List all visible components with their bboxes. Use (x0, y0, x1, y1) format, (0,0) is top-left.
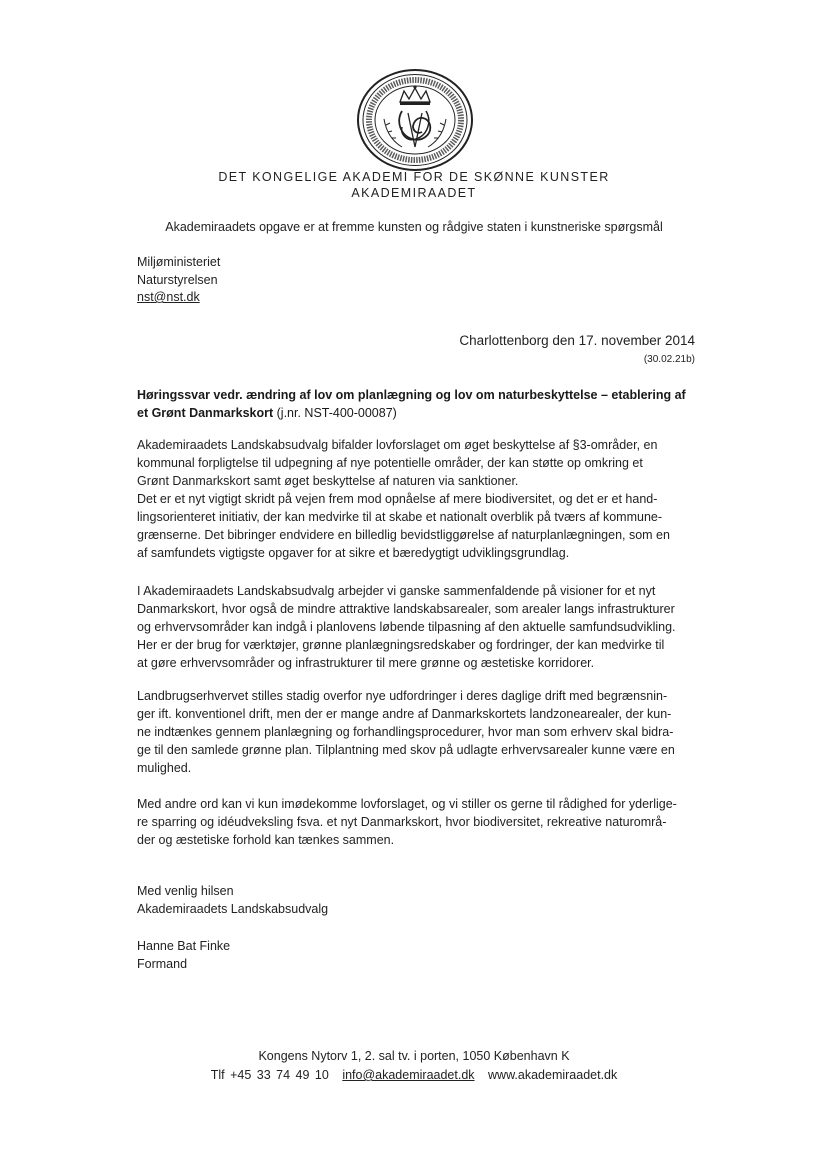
reference-number: (30.02.21b) (643, 354, 695, 365)
institution-subname: AKADEMIRAADET (351, 186, 477, 200)
closing-greeting: Med venlig hilsen (137, 884, 234, 898)
footer-address: Kongens Nytorv 1, 2. sal tv. i porten, 1050 København K (258, 1049, 570, 1063)
recipient-email-link[interactable]: nst@nst.dk (137, 290, 200, 304)
paragraph-line: at gøre erhvervsområder og infrastrukturer til mere grønne og æstetiske korridorer. (137, 656, 595, 670)
body-paragraph (137, 582, 703, 672)
paragraph-line: Grønt Danmarkskort samt øget beskyttelse af naturen via sanktioner. (137, 474, 519, 488)
footer-contact (0, 1068, 828, 1082)
paragraph-line: ger ift. konventionel drift, men der er mange andre af Danmarkskortets landzonearealer, der kun- (137, 707, 672, 721)
footer-phone: Tlf +45 33 74 49 10 (210, 1068, 329, 1082)
paragraph-line: Akademiraadets Landskabsudvalg bifalder lovforslaget om øget beskyttelse af §3-områder, en (137, 438, 658, 452)
paragraph-line: der og æstetiske forhold kan tænkes sammen. (137, 833, 395, 847)
paragraph-line: Landbrugserhvervet stilles stadig overfor nye udfordringer i deres daglige drift med begrænsnin- (137, 689, 668, 703)
footer-email-link[interactable]: info@akademiraadet.dk (342, 1068, 475, 1082)
paragraph-line: og erhvervsområder kan indgå i planlovens løbende tilpasning af den aktuelle samfundsudvikling. (137, 620, 676, 634)
paragraph-line: Med andre ord kan vi kun imødekomme lovforslaget, og vi stiller os gerne til rådighed for yderlige- (137, 797, 677, 811)
paragraph-line: ne indtænkes gennem planlægning og forhandlingsprocedurer, hvor man som erhverv skal bidra- (137, 725, 674, 739)
subject-case-number: (j.nr. NST-400-00087) (273, 405, 397, 420)
recipient-ministry: Miljøministeriet (137, 255, 221, 269)
letter-date: Charlottenborg den 17. november 2014 (459, 333, 695, 348)
signer-title: Formand (137, 957, 188, 971)
closing-committee: Akademiraadets Landskabsudvalg (137, 902, 329, 916)
signature-block (137, 937, 230, 973)
paragraph-line: mulighed. (137, 761, 192, 775)
recipient-agency: Naturstyrelsen (137, 272, 218, 287)
paragraph-line: kommunal forpligtelse til udpegning af nye potentielle områder, der kan støtte op omkring et (137, 456, 643, 470)
paragraph-line: Her er der brug for værktøjer, grønne planlægningsredskaber og fordringer, der kan medvirke til (137, 638, 665, 652)
body-paragraph (137, 436, 703, 562)
body-paragraph (137, 795, 703, 849)
paragraph-line: Danmarkskort, hvor også de mindre attraktive landskabsarealer, som arealer langs infrastrukturer (137, 602, 675, 616)
paragraph-line: lingsorienteret initiativ, der kan medvirke til at skabe et nationalt overblik på tværs af kommune- (137, 510, 663, 524)
paragraph-line: grænserne. Det bibringer endvidere en billedlig bevidstliggørelse af naturplanlægningen, som en (137, 528, 670, 542)
royal-academy-seal-icon (356, 69, 474, 172)
paragraph-line: af samfundets vigtigste opgaver for at sikre et bæredygtigt udviklingsgrundlag. (137, 546, 570, 560)
recipient-block (137, 254, 220, 307)
subject-title: Høringssvar vedr. ændring af lov om planlægning og lov om naturbeskyttelse – etablering af et Grønt Danmarkskort (137, 388, 686, 420)
body-paragraph (137, 687, 703, 777)
closing-block (137, 882, 328, 918)
mission-statement: Akademiraadets opgave er at fremme kunsten og rådgive staten i kunstneriske spørgsmål (165, 220, 663, 234)
signer-name: Hanne Bat Finke (137, 939, 231, 953)
institution-name: DET KONGELIGE AKADEMI FOR DE SKØNNE KUNSTER (218, 170, 610, 184)
paragraph-line: I Akademiraadets Landskabsudvalg arbejder vi ganske sammenfaldende på visioner for et nyt (137, 584, 656, 598)
footer-website-link[interactable]: www.akademiraadet.dk (488, 1068, 618, 1082)
paragraph-line: Det er et nyt vigtigt skridt på vejen frem mod opnåelse af mere biodiversitet, og det er et hand- (137, 492, 658, 506)
paragraph-line: re sparring og idéudveksling fsva. et nyt Danmarkskort, hvor biodiversitet, rekreative naturområ- (137, 815, 667, 829)
letter-subject (137, 387, 697, 422)
paragraph-line: ge til den samlede grønne plan. Tilplantning med skov på udlagte erhvervsarealer kunne være en (137, 743, 675, 757)
